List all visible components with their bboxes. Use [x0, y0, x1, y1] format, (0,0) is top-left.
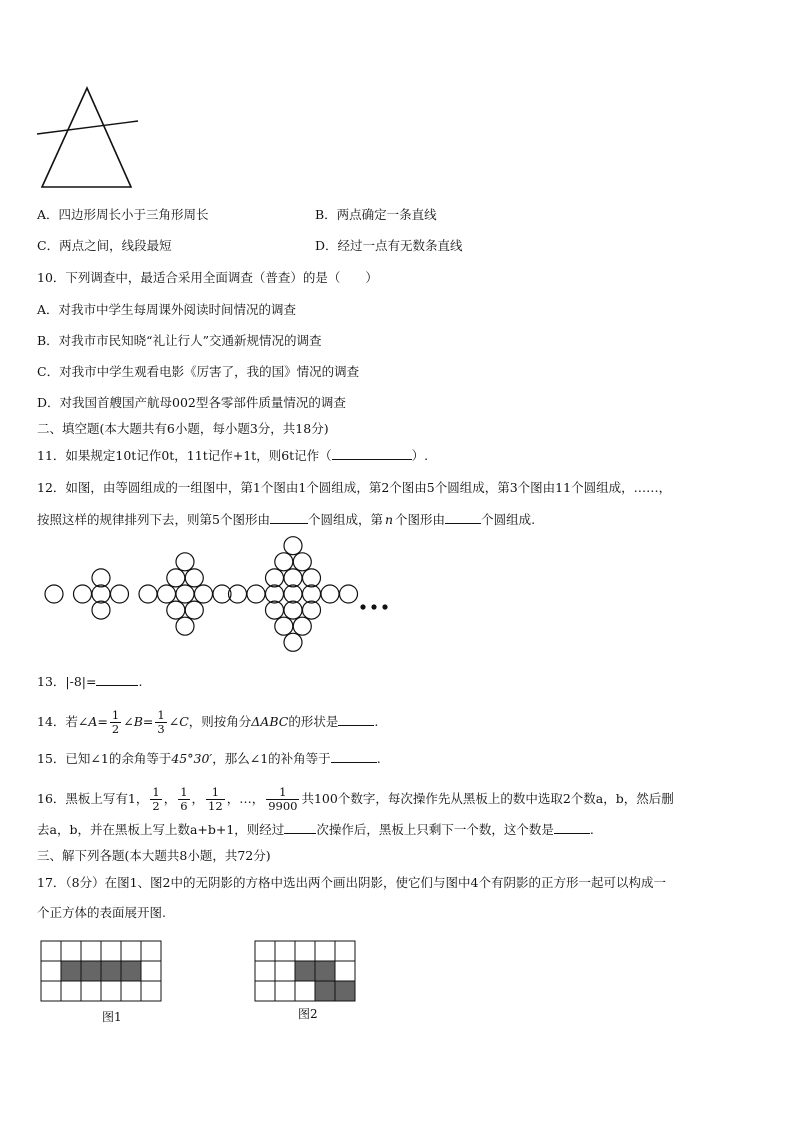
q15-end: . [376, 751, 381, 766]
q12-text-b: 个圆组成，第 [307, 512, 383, 527]
q14-frac-third: $\frac{1}{3}$ [157, 708, 165, 736]
q13-end: . [138, 674, 143, 689]
section-2-heading: 二、填空题(本大题共有6小题，每小题3分，共18分) [37, 421, 329, 436]
q16-frac-4: $\frac{1}{9900}$ [268, 785, 298, 813]
q16-blank-2 [554, 821, 590, 834]
q14-triangle: ΔABC [251, 714, 289, 729]
q16-blank-1 [284, 821, 316, 834]
pattern-circle [176, 617, 194, 635]
pattern-circle [284, 585, 302, 603]
q14-post: 的形状是 [288, 714, 339, 729]
q10-option-b: B．对我市市民知晓“礼让行人”交通新规情况的调查 [37, 333, 322, 348]
q9-option-c: C．两点之间，线段最短 [37, 238, 172, 253]
figure-1-label: 图1 [102, 1010, 122, 1024]
pattern-circle [158, 585, 176, 603]
q17-line2: 个正方体的表面展开图. [37, 905, 166, 920]
pattern-circle [284, 537, 302, 555]
q13-blank [96, 673, 138, 686]
pattern-circle [229, 585, 247, 603]
fig2-shaded-cell [295, 961, 335, 981]
q15-text: 15．已知∠1的余角等于 [37, 751, 172, 766]
q14-blank [338, 713, 374, 726]
q13-text: 13．|-8|= [37, 674, 97, 689]
q10-option-a: A．对我市中学生每周课外阅读时间情况的调查 [37, 302, 297, 317]
pattern-circle [167, 601, 185, 619]
pattern-circle [176, 553, 194, 571]
q16-line1: 16．黑板上写有1， $\frac{1}{2}$ ， $\frac{1}{6}$ ， $\frac{1}{12}$ ，…， $\frac{1}{9900}$ 共100个数字，每次操作先从黑板上的数中选取2个数a，b，然后删 [37, 785, 674, 813]
q16-frac-1: $\frac{1}{2}$ [152, 785, 160, 813]
q14-eq2: = [142, 714, 154, 729]
q15-blank [331, 750, 377, 763]
pattern-circle [284, 569, 302, 587]
pattern-circle [340, 585, 358, 603]
q14-angle-c: ∠C [168, 714, 189, 729]
q11-blank [332, 447, 412, 460]
pattern-circle [185, 601, 203, 619]
q14-frac-half: $\frac{1}{2}$ [111, 708, 120, 736]
fig1-shaded-cell [61, 961, 141, 981]
q12-blank-2 [445, 511, 481, 524]
ellipsis-dots [360, 604, 387, 609]
q12-line2 [37, 511, 535, 528]
pattern-circle [275, 553, 293, 571]
pattern-circle [275, 617, 293, 635]
figure-1-grid [41, 941, 161, 1001]
q13 [37, 673, 142, 690]
pattern-circle [303, 585, 321, 603]
pattern-circle [293, 553, 311, 571]
q17-line1: 17．（8分）在图1、图2中的无阴影的方格中选出两个画出阴影，使它们与图中4个有阴影的正方形一起可以构成一 [37, 875, 666, 890]
pattern-circle [247, 585, 265, 603]
pattern-circle [176, 585, 194, 603]
q16-line2 [37, 821, 594, 838]
q15 [37, 750, 381, 767]
q12-text-a: 按照这样的规律排列下去，则第5个图形由 [37, 512, 270, 527]
pattern-circle [92, 601, 110, 619]
pattern-circle [167, 569, 185, 587]
triangle-shape [42, 88, 131, 187]
q12-blank-1 [270, 511, 308, 524]
pattern-circle [92, 569, 110, 587]
q16-text-a: 去a，b，并在黑板上写上数a+b+1，则经过 [37, 822, 285, 837]
q16-text-b: 次操作后，黑板上只剩下一个数，这个数是 [316, 822, 554, 837]
q10-option-d: D．对我国首艘国产航母002型各零部件质量情况的调查 [37, 395, 346, 410]
q11-end: ）. [411, 448, 429, 463]
q14-angle-a: ∠A [77, 714, 98, 729]
q16-frac-3: $\frac{1}{12}$ [208, 785, 223, 813]
pattern-circle [293, 617, 311, 635]
q14-end: . [374, 714, 379, 729]
pattern-circle [284, 601, 302, 619]
pattern-circle [266, 601, 284, 619]
q12-text-d: 个圆组成. [481, 512, 536, 527]
q9-option-d: D．经过一点有无数条直线 [315, 238, 463, 253]
pattern-circle [45, 585, 63, 603]
q11 [37, 447, 428, 464]
fig2-shaded-cell [315, 981, 355, 1001]
q10-stem: 10．下列调查中，最适合采用全面调查（普查）的是（ ） [37, 270, 378, 285]
q9-option-b: B．两点确定一条直线 [315, 207, 437, 222]
pattern-circle [111, 585, 129, 603]
pattern-circle [92, 585, 110, 603]
pattern-circle [321, 585, 339, 603]
q14-eq1: = [97, 714, 108, 729]
pattern-circle [284, 633, 302, 651]
pattern-circle [74, 585, 92, 603]
q14-text: 14．若 [37, 714, 78, 729]
pattern-circle [266, 569, 284, 587]
pattern-circle [139, 585, 157, 603]
figure-2-grid [255, 941, 355, 1001]
pattern-circle [266, 585, 284, 603]
pattern-circle [213, 585, 231, 603]
figure-2-label: 图2 [298, 1007, 318, 1021]
q16-dots: ，…， [226, 791, 265, 806]
q10-option-c: C．对我市中学生观看电影《厉害了，我的国》情况的调查 [37, 364, 360, 379]
q16-frac-2: $\frac{1}{6}$ [180, 785, 188, 813]
section-3-heading: 三、解下列各题(本大题共8小题，共72分) [37, 848, 271, 863]
q16-text: 16．黑板上写有1， [37, 791, 149, 806]
q12-line1: 12．如图，由等圆组成的一组图中，第1个图由1个圆组成，第2个图由5个圆组成，第3个图由11个圆组成，……， [37, 480, 672, 495]
q16-post: 共100个数字，每次操作先从黑板上的数中选取2个数a，b，然后删 [301, 791, 674, 806]
crossing-line [37, 121, 138, 134]
q12-text-c: 个图形由 [395, 512, 446, 527]
q14-angle-b: ∠B [123, 714, 143, 729]
pattern-circle [303, 569, 321, 587]
pattern-circle [185, 569, 203, 587]
pattern-circle [303, 601, 321, 619]
q14-mid: ，则按角分 [188, 714, 252, 729]
q14 [37, 709, 378, 736]
q9-option-a: A．四边形周长小于三角形周长 [37, 207, 209, 222]
pattern-circle [195, 585, 213, 603]
q11-text: 11．如果规定10t记作0t，11t记作+1t，则6t记作（ [37, 448, 332, 463]
q16-end: . [589, 822, 594, 837]
q15-mid: ，那么∠1的补角等于 [212, 751, 331, 766]
q12-n: n [384, 512, 394, 527]
q15-angle: 45°30′ [171, 751, 213, 766]
